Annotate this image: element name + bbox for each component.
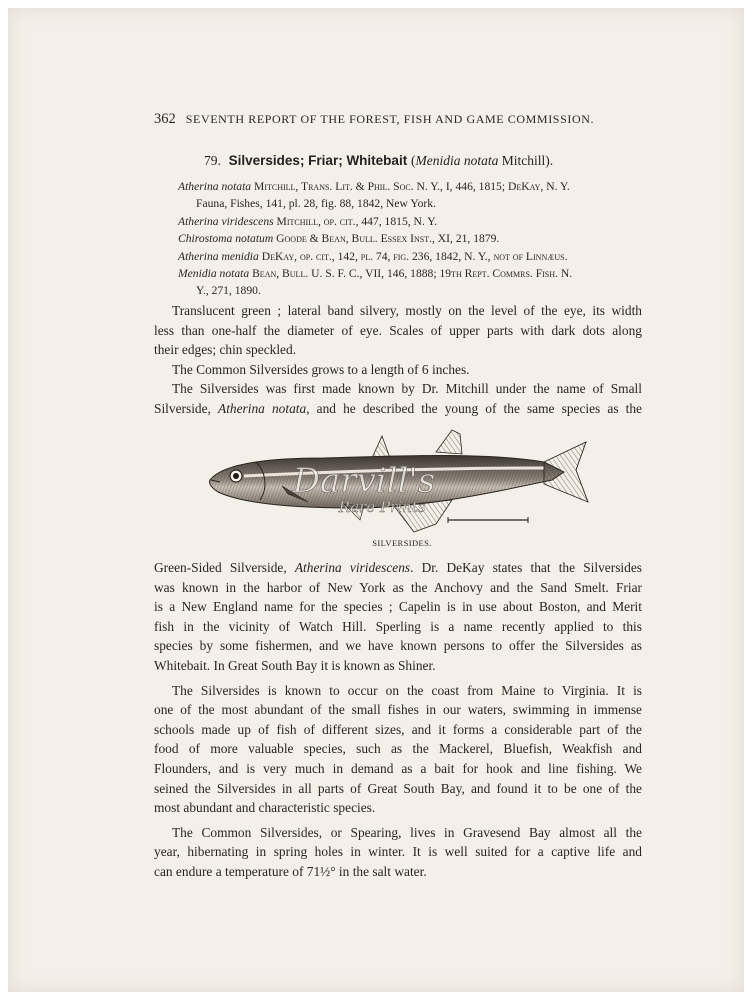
synonymy-line: Menidia notata Bean, Bull. U. S. F. C., VII, 146, 1888; 19th Rept. Commrs. Fish. N.: [178, 267, 573, 281]
synonymy-line: Y., 271, 1890.: [196, 284, 261, 298]
silversides-illustration: [204, 428, 594, 540]
text-line: The Silversides is known to occur on the coast from Maine to Virginia. It is: [172, 682, 642, 698]
page-number: 362: [154, 111, 176, 127]
text-line: was known in the harbor of New York as the Anchovy and the Sand Smelt. Friar: [154, 579, 642, 595]
text-line: species by some fishermen, and we have known persons to offer the Silversides as: [154, 638, 642, 654]
synonymy-line: Atherina viridescens Mitchill, op. cit., 447, 1815, N. Y.: [178, 214, 438, 228]
scientific-name: Atherina notata: [218, 400, 307, 416]
synonymy-list: [178, 178, 653, 300]
running-head-title: SEVENTH REPORT OF THE FOREST, FISH AND GAME COMMISSION.: [185, 112, 595, 126]
species-scientific-name: (Menidia notata Mitchill).: [410, 153, 554, 168]
text-line: food of more valuable species, such as the Mackerel, Bluefish, Weakfish and: [154, 741, 642, 757]
species-number: 79.: [204, 153, 221, 168]
text-line: seined the Silversides in all parts of Great South Bay, and found it to be one of the: [154, 780, 642, 796]
synonymy-line: Chirostoma notatum Goode & Bean, Bull. Essex Inst., XI, 21, 1879.: [178, 232, 500, 246]
text-line: can endure a temperature of 71½° in the salt water.: [154, 863, 427, 879]
text-line: one of the most abundant of the small fishes in our waters, swimming in immense: [154, 702, 642, 718]
watermark-text: Darvill's: [292, 461, 436, 501]
species-heading: [204, 153, 624, 169]
book-page: [8, 8, 744, 992]
synonymy-line: Atherina menidia DeKay, op. cit., 142, pl. 74, fig. 236, 1842, N. Y., not of Linnæus.: [178, 249, 568, 263]
text-line: less than one-half the diameter of eye. Scales of upper parts with dark dots along: [154, 322, 642, 338]
synonymy-line: Atherina notata Mitchill, Trans. Lit. & Phil. Soc. N. Y., I, 446, 1815; DeKay, N. Y.: [178, 180, 570, 193]
text-line: most abundant and characteristic species.: [154, 800, 376, 816]
text-line: Green-Sided Silverside, Atherina viridescens. Dr. DeKay states that the Silversides: [154, 560, 642, 575]
figure-caption: SILVERSIDES.: [372, 538, 432, 548]
body-text-top: [154, 301, 642, 419]
text-line: schools made up of fish of different sizes, and it forms a considerable part of the: [154, 721, 642, 737]
species-common-names: Silversides; Friar; Whitebait: [228, 153, 408, 168]
text-line: The Silversides was first made known by Dr. Mitchill under the name of Small: [172, 381, 642, 397]
text-line: Translucent green ; lateral band silvery, mostly on the level of the eye, its width: [172, 303, 642, 318]
text-line: is a New England name for the species ; Capelin is in use about Boston, and Merit: [154, 599, 642, 615]
text-line: The Common Silversides, or Spearing, lives in Gravesend Bay almost all the: [172, 824, 642, 840]
running-head: [154, 111, 614, 128]
synonymy-line: Fauna, Fishes, 141, pl. 28, fig. 88, 1842, New York.: [196, 197, 436, 211]
text-line: fish in the vicinity of Watch Hill. Sperling is a name recently applied to this: [154, 618, 642, 634]
text-line: year, hibernating in spring holes in winter. It is well suited for a captive life and: [154, 844, 642, 860]
text-line: their edges; chin speckled.: [154, 342, 297, 358]
scientific-name: Atherina viridescens: [294, 560, 411, 575]
text-line: Flounders, and is very much in demand as a bait for hook and line fishing. We: [154, 760, 642, 776]
text-line: Whitebait. In Great South Bay it is known as Shiner.: [154, 657, 436, 673]
text-line: Silverside, Atherina notata, and he described the young of the same species as the: [154, 400, 642, 416]
watermark-subtext: Rare Prints: [338, 498, 426, 516]
body-text-bottom: [154, 558, 642, 882]
text-line: The Common Silversides grows to a length of 6 inches.: [172, 361, 470, 377]
